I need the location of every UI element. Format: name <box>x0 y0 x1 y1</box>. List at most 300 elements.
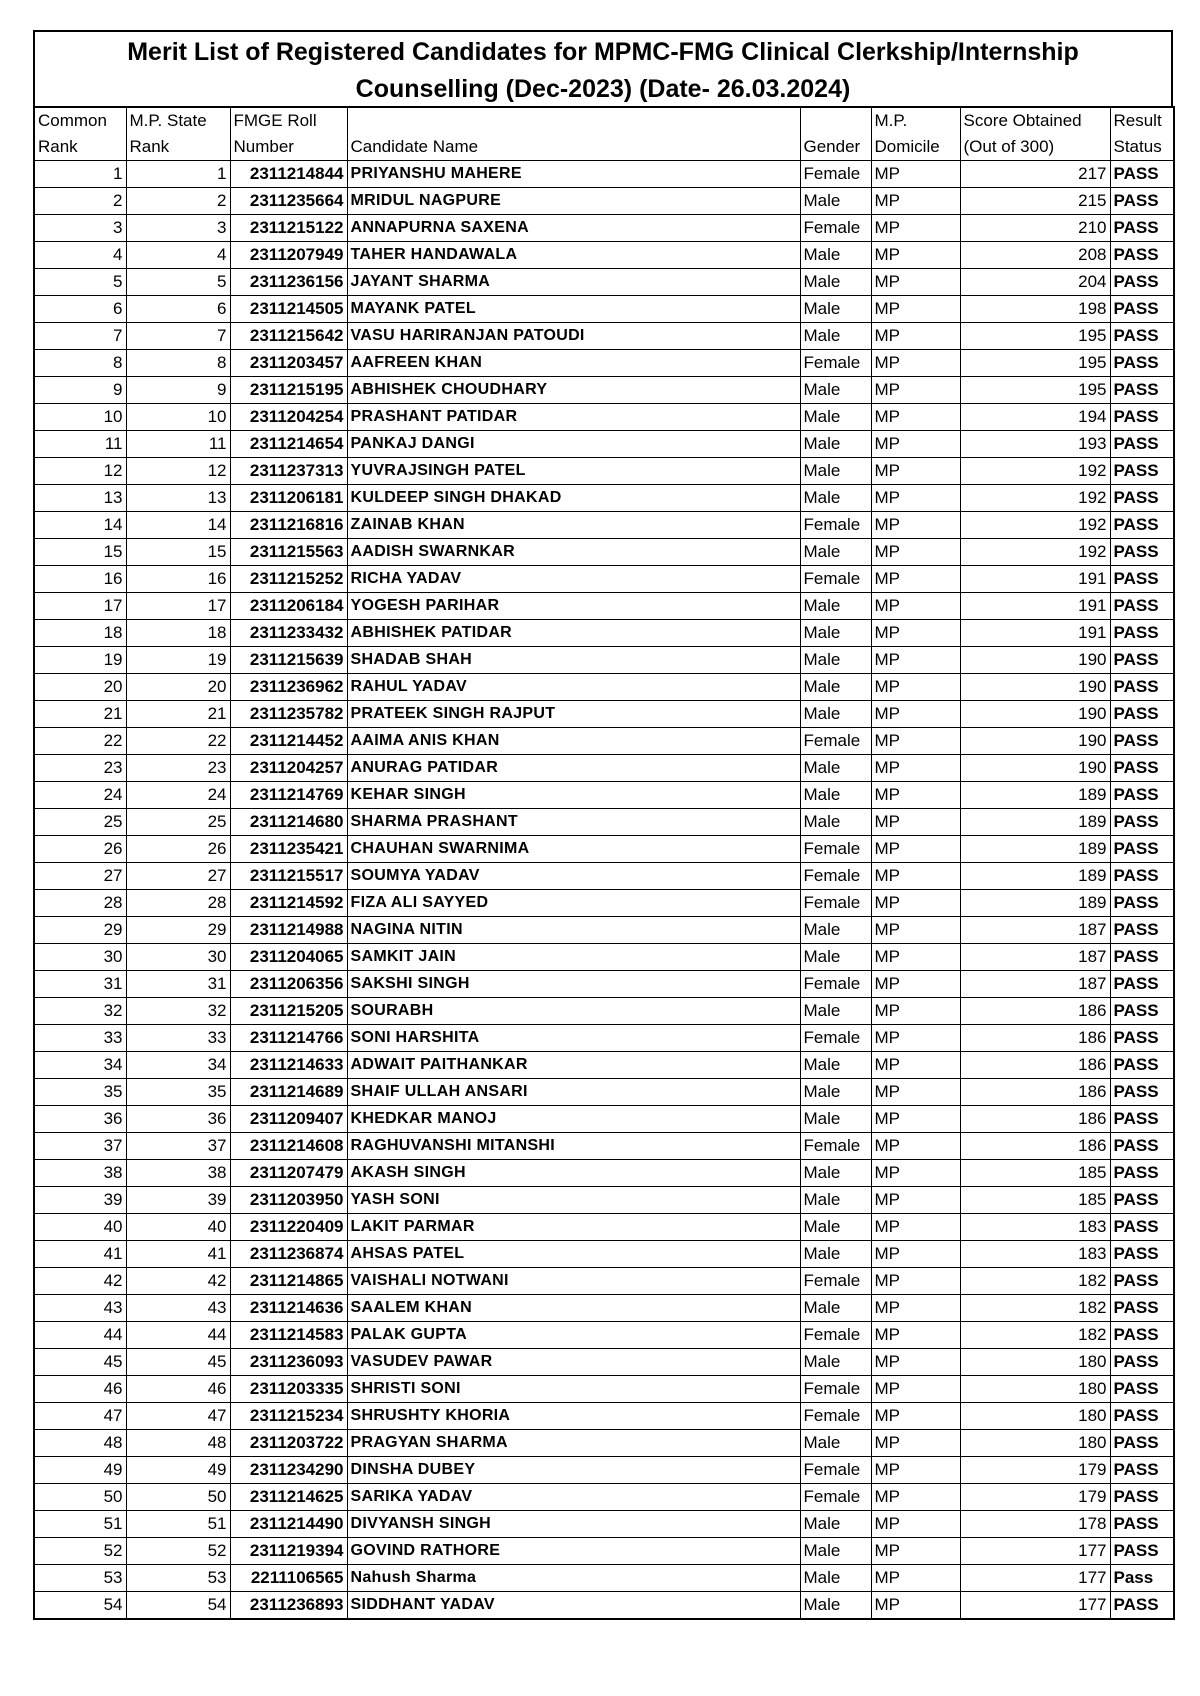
candidate-name-cell: JAYANT SHARMA <box>347 269 800 296</box>
result-cell: PASS <box>1110 404 1174 431</box>
roll-number-cell: 2311219394 <box>230 1538 347 1565</box>
state-rank-cell: 35 <box>126 1079 230 1106</box>
score-cell: 190 <box>960 674 1110 701</box>
gender-cell: Male <box>800 998 871 1025</box>
domicile-cell: MP <box>871 1295 960 1322</box>
domicile-cell: MP <box>871 1430 960 1457</box>
merit-table <box>33 106 1175 1620</box>
common-rank-cell: 20 <box>34 674 126 701</box>
roll-number-cell: 2311214689 <box>230 1079 347 1106</box>
gender-cell: Female <box>800 350 871 377</box>
roll-number-cell: 2311236962 <box>230 674 347 701</box>
roll-number-cell: 2311206356 <box>230 971 347 998</box>
score-cell: 204 <box>960 269 1110 296</box>
result-cell: PASS <box>1110 350 1174 377</box>
col-header-domicile: M.P. Domicile <box>871 107 960 161</box>
domicile-cell: MP <box>871 188 960 215</box>
domicile-cell: MP <box>871 674 960 701</box>
candidate-name-cell: CHAUHAN SWARNIMA <box>347 836 800 863</box>
state-rank-cell: 36 <box>126 1106 230 1133</box>
result-cell: PASS <box>1110 674 1174 701</box>
common-rank-cell: 41 <box>34 1241 126 1268</box>
roll-number-cell: 2311236893 <box>230 1592 347 1620</box>
state-rank-cell: 24 <box>126 782 230 809</box>
candidate-name-cell: AHSAS PATEL <box>347 1241 800 1268</box>
candidate-name-cell: PRIYANSHU MAHERE <box>347 161 800 188</box>
result-cell: PASS <box>1110 1295 1174 1322</box>
gender-cell: Female <box>800 566 871 593</box>
common-rank-cell: 26 <box>34 836 126 863</box>
table-row <box>34 1052 1174 1079</box>
candidate-name-cell: YASH SONI <box>347 1187 800 1214</box>
domicile-cell: MP <box>871 1484 960 1511</box>
gender-cell: Male <box>800 1052 871 1079</box>
score-cell: 180 <box>960 1349 1110 1376</box>
state-rank-cell: 39 <box>126 1187 230 1214</box>
table-row <box>34 1241 1174 1268</box>
common-rank-cell: 19 <box>34 647 126 674</box>
result-cell: PASS <box>1110 431 1174 458</box>
gender-cell: Male <box>800 1511 871 1538</box>
table-row <box>34 1484 1174 1511</box>
state-rank-cell: 10 <box>126 404 230 431</box>
common-rank-cell: 46 <box>34 1376 126 1403</box>
table-row <box>34 1214 1174 1241</box>
common-rank-cell: 28 <box>34 890 126 917</box>
roll-number-cell: 2311237313 <box>230 458 347 485</box>
domicile-cell: MP <box>871 593 960 620</box>
state-rank-cell: 40 <box>126 1214 230 1241</box>
table-header-row <box>34 107 1174 161</box>
table-row <box>34 377 1174 404</box>
state-rank-cell: 22 <box>126 728 230 755</box>
table-row <box>34 1565 1174 1592</box>
candidate-name-cell: ANURAG PATIDAR <box>347 755 800 782</box>
score-cell: 191 <box>960 620 1110 647</box>
table-row <box>34 728 1174 755</box>
roll-number-cell: 2311214633 <box>230 1052 347 1079</box>
state-rank-cell: 25 <box>126 809 230 836</box>
score-cell: 187 <box>960 917 1110 944</box>
gender-cell: Male <box>800 188 871 215</box>
state-rank-cell: 7 <box>126 323 230 350</box>
gender-cell: Female <box>800 1376 871 1403</box>
table-row <box>34 1025 1174 1052</box>
common-rank-cell: 2 <box>34 188 126 215</box>
domicile-cell: MP <box>871 1457 960 1484</box>
domicile-cell: MP <box>871 1025 960 1052</box>
roll-number-cell: 2311206181 <box>230 485 347 512</box>
candidate-name-cell: YOGESH PARIHAR <box>347 593 800 620</box>
score-cell: 180 <box>960 1430 1110 1457</box>
gender-cell: Male <box>800 323 871 350</box>
table-row <box>34 161 1174 188</box>
roll-number-cell: 2311214844 <box>230 161 347 188</box>
gender-cell: Male <box>800 647 871 674</box>
state-rank-cell: 37 <box>126 1133 230 1160</box>
roll-number-cell: 2311214583 <box>230 1322 347 1349</box>
common-rank-cell: 13 <box>34 485 126 512</box>
candidate-name-cell: SIDDHANT YADAV <box>347 1592 800 1620</box>
candidate-name-cell: PRAGYAN SHARMA <box>347 1430 800 1457</box>
gender-cell: Male <box>800 782 871 809</box>
gender-cell: Female <box>800 836 871 863</box>
candidate-name-cell: SOURABH <box>347 998 800 1025</box>
roll-number-cell: 2311215234 <box>230 1403 347 1430</box>
gender-cell: Male <box>800 1187 871 1214</box>
roll-number-cell: 2311236156 <box>230 269 347 296</box>
score-cell: 192 <box>960 458 1110 485</box>
state-rank-cell: 17 <box>126 593 230 620</box>
domicile-cell: MP <box>871 1106 960 1133</box>
gender-cell: Male <box>800 620 871 647</box>
score-cell: 185 <box>960 1187 1110 1214</box>
domicile-cell: MP <box>871 1349 960 1376</box>
table-row <box>34 512 1174 539</box>
candidate-name-cell: TAHER HANDAWALA <box>347 242 800 269</box>
domicile-cell: MP <box>871 917 960 944</box>
gender-cell: Male <box>800 242 871 269</box>
common-rank-cell: 15 <box>34 539 126 566</box>
common-rank-cell: 35 <box>34 1079 126 1106</box>
candidate-name-cell: KEHAR SINGH <box>347 782 800 809</box>
domicile-cell: MP <box>871 1592 960 1620</box>
gender-cell: Female <box>800 1133 871 1160</box>
candidate-name-cell: ADWAIT PAITHANKAR <box>347 1052 800 1079</box>
table-row <box>34 998 1174 1025</box>
result-cell: PASS <box>1110 782 1174 809</box>
gender-cell: Male <box>800 1160 871 1187</box>
score-cell: 182 <box>960 1295 1110 1322</box>
domicile-cell: MP <box>871 890 960 917</box>
title-line-2: Counselling (Dec-2023) (Date- 26.03.2024) <box>355 75 851 103</box>
table-row <box>34 1511 1174 1538</box>
domicile-cell: MP <box>871 296 960 323</box>
common-rank-cell: 49 <box>34 1457 126 1484</box>
state-rank-cell: 15 <box>126 539 230 566</box>
roll-number-cell: 2311203335 <box>230 1376 347 1403</box>
score-cell: 217 <box>960 161 1110 188</box>
gender-cell: Male <box>800 1538 871 1565</box>
result-cell: PASS <box>1110 863 1174 890</box>
score-cell: 186 <box>960 1106 1110 1133</box>
score-cell: 198 <box>960 296 1110 323</box>
candidate-name-cell: FIZA ALI SAYYED <box>347 890 800 917</box>
result-cell: PASS <box>1110 1268 1174 1295</box>
table-row <box>34 1187 1174 1214</box>
col-header-state-rank: M.P. State Rank <box>126 107 230 161</box>
result-cell: PASS <box>1110 1079 1174 1106</box>
state-rank-cell: 5 <box>126 269 230 296</box>
result-cell: PASS <box>1110 1106 1174 1133</box>
result-cell: PASS <box>1110 1349 1174 1376</box>
roll-number-cell: 2311214769 <box>230 782 347 809</box>
result-cell: PASS <box>1110 1241 1174 1268</box>
domicile-cell: MP <box>871 566 960 593</box>
roll-number-cell: 2311204257 <box>230 755 347 782</box>
score-cell: 183 <box>960 1214 1110 1241</box>
gender-cell: Male <box>800 1214 871 1241</box>
table-row <box>34 890 1174 917</box>
state-rank-cell: 2 <box>126 188 230 215</box>
domicile-cell: MP <box>871 809 960 836</box>
score-cell: 186 <box>960 998 1110 1025</box>
state-rank-cell: 4 <box>126 242 230 269</box>
gender-cell: Male <box>800 485 871 512</box>
score-cell: 183 <box>960 1241 1110 1268</box>
domicile-cell: MP <box>871 350 960 377</box>
result-cell: PASS <box>1110 539 1174 566</box>
state-rank-cell: 11 <box>126 431 230 458</box>
result-cell: PASS <box>1110 566 1174 593</box>
state-rank-cell: 3 <box>126 215 230 242</box>
common-rank-cell: 21 <box>34 701 126 728</box>
candidate-name-cell: VASUDEV PAWAR <box>347 1349 800 1376</box>
domicile-cell: MP <box>871 755 960 782</box>
score-cell: 193 <box>960 431 1110 458</box>
roll-number-cell: 2311215639 <box>230 647 347 674</box>
candidate-name-cell: SAKSHI SINGH <box>347 971 800 998</box>
table-row <box>34 1403 1174 1430</box>
state-rank-cell: 6 <box>126 296 230 323</box>
domicile-cell: MP <box>871 215 960 242</box>
state-rank-cell: 49 <box>126 1457 230 1484</box>
col-header-candidate-name: Candidate Name <box>347 107 800 161</box>
common-rank-cell: 52 <box>34 1538 126 1565</box>
common-rank-cell: 50 <box>34 1484 126 1511</box>
domicile-cell: MP <box>871 377 960 404</box>
candidate-name-cell: ANNAPURNA SAXENA <box>347 215 800 242</box>
table-row <box>34 1079 1174 1106</box>
common-rank-cell: 12 <box>34 458 126 485</box>
roll-number-cell: 2311233432 <box>230 620 347 647</box>
common-rank-cell: 22 <box>34 728 126 755</box>
state-rank-cell: 33 <box>126 1025 230 1052</box>
gender-cell: Male <box>800 377 871 404</box>
candidate-name-cell: GOVIND RATHORE <box>347 1538 800 1565</box>
col-header-result: Result Status <box>1110 107 1174 161</box>
score-cell: 191 <box>960 566 1110 593</box>
score-cell: 190 <box>960 647 1110 674</box>
roll-number-cell: 2311214680 <box>230 809 347 836</box>
result-cell: PASS <box>1110 971 1174 998</box>
common-rank-cell: 27 <box>34 863 126 890</box>
gender-cell: Female <box>800 1457 871 1484</box>
gender-cell: Male <box>800 701 871 728</box>
roll-number-cell: 2311236093 <box>230 1349 347 1376</box>
col-header-roll-number: FMGE Roll Number <box>230 107 347 161</box>
result-cell: PASS <box>1110 836 1174 863</box>
score-cell: 194 <box>960 404 1110 431</box>
result-cell: PASS <box>1110 1403 1174 1430</box>
state-rank-cell: 9 <box>126 377 230 404</box>
roll-number-cell: 2311215517 <box>230 863 347 890</box>
gender-cell: Male <box>800 1079 871 1106</box>
candidate-name-cell: ABHISHEK PATIDAR <box>347 620 800 647</box>
title-line-1: Merit List of Registered Candidates for MPMC-FMG Clinical Clerkship/Internship <box>127 38 1079 66</box>
gender-cell: Male <box>800 755 871 782</box>
domicile-cell: MP <box>871 512 960 539</box>
common-rank-cell: 33 <box>34 1025 126 1052</box>
common-rank-cell: 29 <box>34 917 126 944</box>
table-row <box>34 620 1174 647</box>
roll-number-cell: 2311235782 <box>230 701 347 728</box>
state-rank-cell: 21 <box>126 701 230 728</box>
domicile-cell: MP <box>871 1241 960 1268</box>
table-row <box>34 755 1174 782</box>
roll-number-cell: 2311235421 <box>230 836 347 863</box>
state-rank-cell: 16 <box>126 566 230 593</box>
result-cell: PASS <box>1110 1430 1174 1457</box>
candidate-name-cell: PANKAJ DANGI <box>347 431 800 458</box>
domicile-cell: MP <box>871 161 960 188</box>
common-rank-cell: 8 <box>34 350 126 377</box>
result-cell: PASS <box>1110 161 1174 188</box>
score-cell: 189 <box>960 782 1110 809</box>
result-cell: PASS <box>1110 1376 1174 1403</box>
gender-cell: Male <box>800 1592 871 1620</box>
col-header-gender: Gender <box>800 107 871 161</box>
gender-cell: Male <box>800 1565 871 1592</box>
domicile-cell: MP <box>871 539 960 566</box>
table-row <box>34 323 1174 350</box>
gender-cell: Male <box>800 1241 871 1268</box>
candidate-name-cell: SHRUSHTY KHORIA <box>347 1403 800 1430</box>
table-row <box>34 971 1174 998</box>
domicile-cell: MP <box>871 404 960 431</box>
roll-number-cell: 2311203457 <box>230 350 347 377</box>
common-rank-cell: 14 <box>34 512 126 539</box>
candidate-name-cell: SOUMYA YADAV <box>347 863 800 890</box>
table-row <box>34 296 1174 323</box>
score-cell: 190 <box>960 728 1110 755</box>
gender-cell: Female <box>800 728 871 755</box>
common-rank-cell: 48 <box>34 1430 126 1457</box>
state-rank-cell: 32 <box>126 998 230 1025</box>
gender-cell: Male <box>800 458 871 485</box>
domicile-cell: MP <box>871 1565 960 1592</box>
gender-cell: Male <box>800 296 871 323</box>
score-cell: 192 <box>960 512 1110 539</box>
domicile-cell: MP <box>871 1376 960 1403</box>
roll-number-cell: 2311203722 <box>230 1430 347 1457</box>
gender-cell: Male <box>800 674 871 701</box>
gender-cell: Male <box>800 269 871 296</box>
table-row <box>34 1268 1174 1295</box>
score-cell: 179 <box>960 1457 1110 1484</box>
roll-number-cell: 2311204254 <box>230 404 347 431</box>
roll-number-cell: 2311207949 <box>230 242 347 269</box>
result-cell: PASS <box>1110 998 1174 1025</box>
roll-number-cell: 2311220409 <box>230 1214 347 1241</box>
table-row <box>34 188 1174 215</box>
common-rank-cell: 43 <box>34 1295 126 1322</box>
score-cell: 185 <box>960 1160 1110 1187</box>
score-cell: 192 <box>960 539 1110 566</box>
domicile-cell: MP <box>871 1133 960 1160</box>
state-rank-cell: 54 <box>126 1592 230 1620</box>
table-row <box>34 809 1174 836</box>
common-rank-cell: 17 <box>34 593 126 620</box>
domicile-cell: MP <box>871 1268 960 1295</box>
domicile-cell: MP <box>871 485 960 512</box>
table-row <box>34 863 1174 890</box>
roll-number-cell: 2311235664 <box>230 188 347 215</box>
gender-cell: Male <box>800 809 871 836</box>
roll-number-cell: 2311215205 <box>230 998 347 1025</box>
gender-cell: Female <box>800 1025 871 1052</box>
domicile-cell: MP <box>871 944 960 971</box>
state-rank-cell: 50 <box>126 1484 230 1511</box>
result-cell: PASS <box>1110 1052 1174 1079</box>
gender-cell: Male <box>800 1430 871 1457</box>
score-cell: 190 <box>960 701 1110 728</box>
domicile-cell: MP <box>871 836 960 863</box>
common-rank-cell: 53 <box>34 1565 126 1592</box>
score-cell: 182 <box>960 1268 1110 1295</box>
common-rank-cell: 11 <box>34 431 126 458</box>
common-rank-cell: 47 <box>34 1403 126 1430</box>
result-cell: PASS <box>1110 1025 1174 1052</box>
table-row <box>34 1430 1174 1457</box>
common-rank-cell: 38 <box>34 1160 126 1187</box>
candidate-name-cell: SONI HARSHITA <box>347 1025 800 1052</box>
gender-cell: Female <box>800 863 871 890</box>
table-row <box>34 242 1174 269</box>
table-row <box>34 647 1174 674</box>
table-row <box>34 485 1174 512</box>
domicile-cell: MP <box>871 1079 960 1106</box>
candidate-name-cell: AKASH SINGH <box>347 1160 800 1187</box>
score-cell: 215 <box>960 188 1110 215</box>
roll-number-cell: 2311214608 <box>230 1133 347 1160</box>
result-cell: PASS <box>1110 215 1174 242</box>
table-row <box>34 674 1174 701</box>
score-cell: 189 <box>960 863 1110 890</box>
state-rank-cell: 38 <box>126 1160 230 1187</box>
common-rank-cell: 36 <box>34 1106 126 1133</box>
domicile-cell: MP <box>871 242 960 269</box>
score-cell: 189 <box>960 890 1110 917</box>
state-rank-cell: 26 <box>126 836 230 863</box>
candidate-name-cell: MAYANK PATEL <box>347 296 800 323</box>
domicile-cell: MP <box>871 728 960 755</box>
state-rank-cell: 44 <box>126 1322 230 1349</box>
roll-number-cell: 2311215642 <box>230 323 347 350</box>
candidate-name-cell: YUVRAJSINGH PATEL <box>347 458 800 485</box>
domicile-cell: MP <box>871 1187 960 1214</box>
domicile-cell: MP <box>871 458 960 485</box>
gender-cell: Male <box>800 1295 871 1322</box>
domicile-cell: MP <box>871 1052 960 1079</box>
table-row <box>34 917 1174 944</box>
roll-number-cell: 2311215195 <box>230 377 347 404</box>
common-rank-cell: 4 <box>34 242 126 269</box>
roll-number-cell: 2311214625 <box>230 1484 347 1511</box>
state-rank-cell: 12 <box>126 458 230 485</box>
state-rank-cell: 42 <box>126 1268 230 1295</box>
score-cell: 177 <box>960 1538 1110 1565</box>
score-cell: 186 <box>960 1133 1110 1160</box>
score-cell: 195 <box>960 377 1110 404</box>
common-rank-cell: 9 <box>34 377 126 404</box>
score-cell: 187 <box>960 971 1110 998</box>
score-cell: 189 <box>960 836 1110 863</box>
state-rank-cell: 47 <box>126 1403 230 1430</box>
state-rank-cell: 48 <box>126 1430 230 1457</box>
roll-number-cell: 2311214452 <box>230 728 347 755</box>
score-cell: 179 <box>960 1484 1110 1511</box>
